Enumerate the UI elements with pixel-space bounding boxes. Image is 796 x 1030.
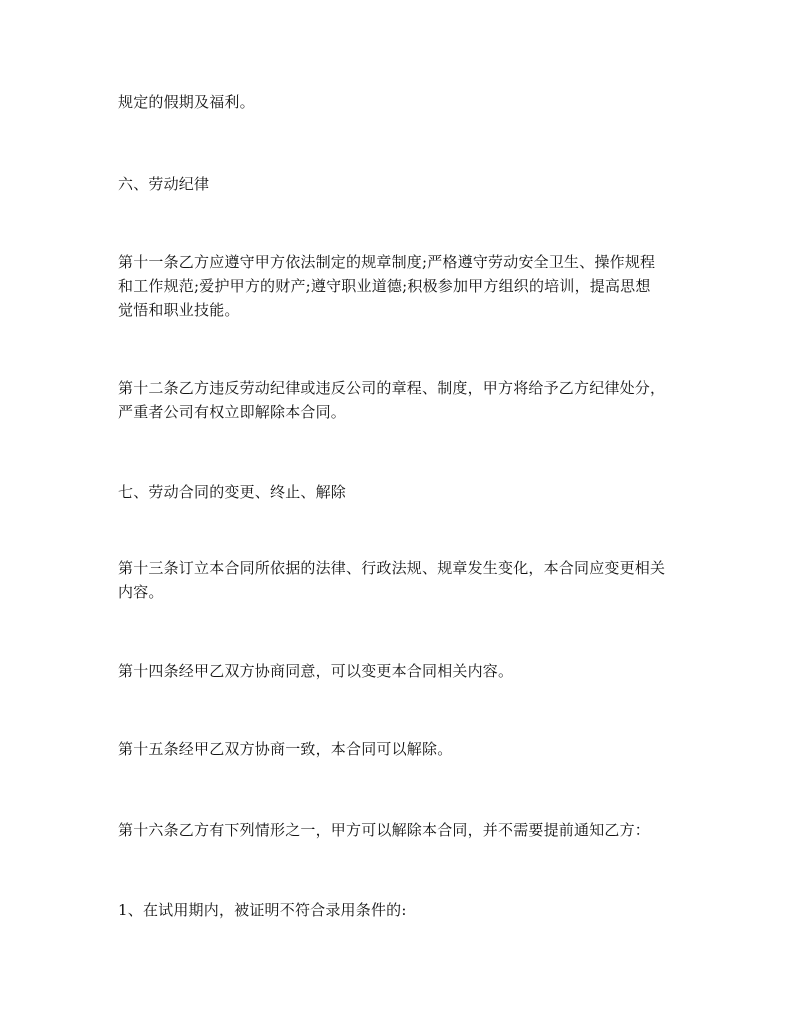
heading-text: 七、劳动合同的变更、终止、解除 [118, 483, 347, 501]
text-line: 第十二条乙方违反劳动纪律或违反公司的章程、制度，甲方将给予乙方纪律处分， [118, 379, 666, 397]
section-heading-labor-discipline [118, 172, 688, 196]
text-line: 第十三条订立本合同所依据的法律、行政法规、规章发生变化，本合同应变更相关 [118, 559, 666, 577]
text-line: 第十四条经甲乙双方协商同意，可以变更本合同相关内容。 [118, 662, 514, 680]
text-line: 第十五条经甲乙双方协商一致，本合同可以解除。 [118, 740, 453, 758]
article-15-paragraph [118, 737, 688, 761]
text-line: 觉悟和职业技能。 [118, 301, 240, 319]
text-line: 1、在试用期内，被证明不符合录用条件的: [118, 901, 407, 919]
text-line: 和工作规范;爱护甲方的财产;遵守职业道德;积极参加甲方组织的培训，提高思想 [118, 277, 651, 295]
text-line: 第十六条乙方有下列情形之一，甲方可以解除本合同，并不需要提前通知乙方： [118, 821, 651, 839]
article-14-paragraph [118, 659, 688, 683]
article-11-paragraph [118, 250, 688, 322]
article-16-paragraph [118, 818, 688, 842]
section-heading-contract-change [118, 480, 688, 504]
text-line: 规定的假期及福利。 [118, 93, 255, 111]
list-item-1 [118, 898, 688, 922]
article-13-paragraph [118, 556, 688, 604]
heading-text: 六、劳动纪律 [118, 175, 210, 193]
text-line: 严重者公司有权立即解除本合同。 [118, 403, 347, 421]
text-line: 第十一条乙方应遵守甲方依法制定的规章制度;严格遵守劳动安全卫生、操作规程 [118, 253, 656, 271]
text-line: 内容。 [118, 583, 164, 601]
article-12-paragraph [118, 376, 688, 424]
paragraph-benefits-tail [118, 90, 688, 114]
